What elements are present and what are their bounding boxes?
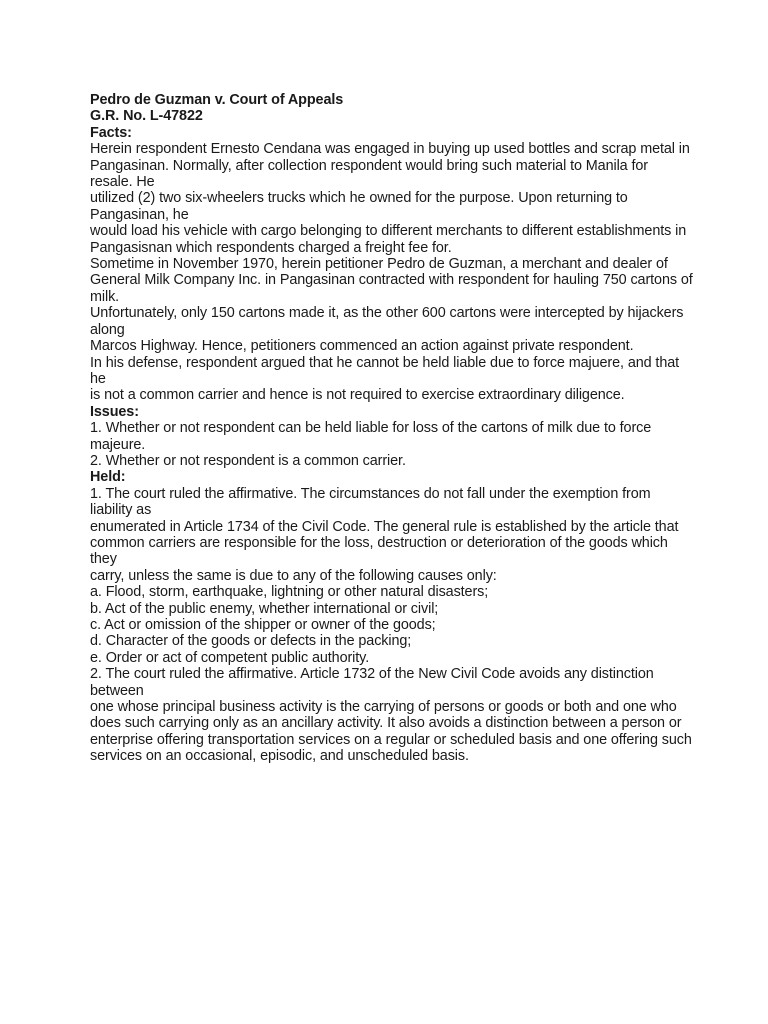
issues-line: 1. Whether or not respondent can be held liable for loss of the cartons of milk due to force xyxy=(90,420,652,437)
facts-line: Pangasisnan which respondents charged a freight fee for. xyxy=(90,239,452,256)
held-line: e. Order or act of competent public authority. xyxy=(90,649,370,666)
issues-heading: Issues: xyxy=(90,403,139,420)
facts-line: utilized (2) two six-wheelers trucks which he owned for the purpose. Upon returning to xyxy=(90,190,628,207)
facts-line: Pangasinan. Normally, after collection respondent would bring such material to Manila for xyxy=(90,157,648,174)
facts-line: Unfortunately, only 150 cartons made it, as the other 600 cartons were intercepted by hijackers xyxy=(90,305,684,322)
facts-line: is not a common carrier and hence is not required to exercise extraordinary diligence. xyxy=(90,387,625,404)
held-line: does such carrying only as an ancillary activity. It also avoids a distinction between a person or xyxy=(90,715,682,732)
facts-line: would load his vehicle with cargo belonging to different merchants to different establishments in xyxy=(90,223,687,240)
facts-line: General Milk Company Inc. in Pangasinan contracted with respondent for hauling 750 cartons of xyxy=(90,272,693,289)
document-page xyxy=(90,92,693,765)
held-line: c. Act or omission of the shipper or owner of the goods; xyxy=(90,617,436,633)
held-line: 2. The court ruled the affirmative. Article 1732 of the New Civil Code avoids any distinction xyxy=(90,666,654,683)
facts-line: In his defense, respondent argued that he cannot be held liable due to force majuere, and that xyxy=(90,354,680,371)
facts-line: along xyxy=(90,321,125,338)
held-line: enumerated in Article 1734 of the Civil Code. The general rule is established by the article that xyxy=(90,518,679,535)
issues-line: majeure. xyxy=(90,436,146,453)
facts-line: he xyxy=(90,370,106,387)
held-line: a. Flood, storm, earthquake, lightning or other natural disasters; xyxy=(90,584,489,601)
held-line: liability as xyxy=(90,502,152,519)
held-line: between xyxy=(90,682,144,699)
held-line: 1. The court ruled the affirmative. The circumstances do not fall under the exemption from xyxy=(90,485,651,502)
facts-line: Pangasinan, he xyxy=(90,206,189,223)
held-line: they xyxy=(90,551,117,568)
facts-line: milk. xyxy=(90,288,120,305)
held-line: one whose principal business activity is the carrying of persons or goods or both and one who xyxy=(90,699,677,716)
held-line: carry, unless the same is due to any of the following causes only: xyxy=(90,567,497,584)
facts-line: Sometime in November 1970, herein petitioner Pedro de Guzman, a merchant and dealer of xyxy=(90,256,668,273)
facts-line: Marcos Highway. Hence, petitioners commenced an action against private respondent. xyxy=(90,338,634,355)
held-line: services on an occasional, episodic, and unscheduled basis. xyxy=(90,748,469,765)
facts-line: resale. He xyxy=(90,174,155,191)
held-line: enterprise offering transportation services on a regular or scheduled basis and one offering such xyxy=(90,731,692,748)
held-line: b. Act of the public enemy, whether international or civil; xyxy=(90,600,439,617)
held-line: d. Character of the goods or defects in the packing; xyxy=(90,633,412,650)
facts-heading: Facts: xyxy=(90,124,132,141)
document-title: Pedro de Guzman v. Court of Appeals xyxy=(90,92,344,108)
facts-line: Herein respondent Ernesto Cendana was engaged in buying up used bottles and scrap metal in xyxy=(90,141,690,158)
case-number: G.R. No. L-47822 xyxy=(90,108,203,125)
held-line: common carriers are responsible for the loss, destruction or deterioration of the goods which xyxy=(90,534,668,551)
issues-line: 2. Whether or not respondent is a common carrier. xyxy=(90,452,406,469)
held-heading: Held: xyxy=(90,469,126,486)
